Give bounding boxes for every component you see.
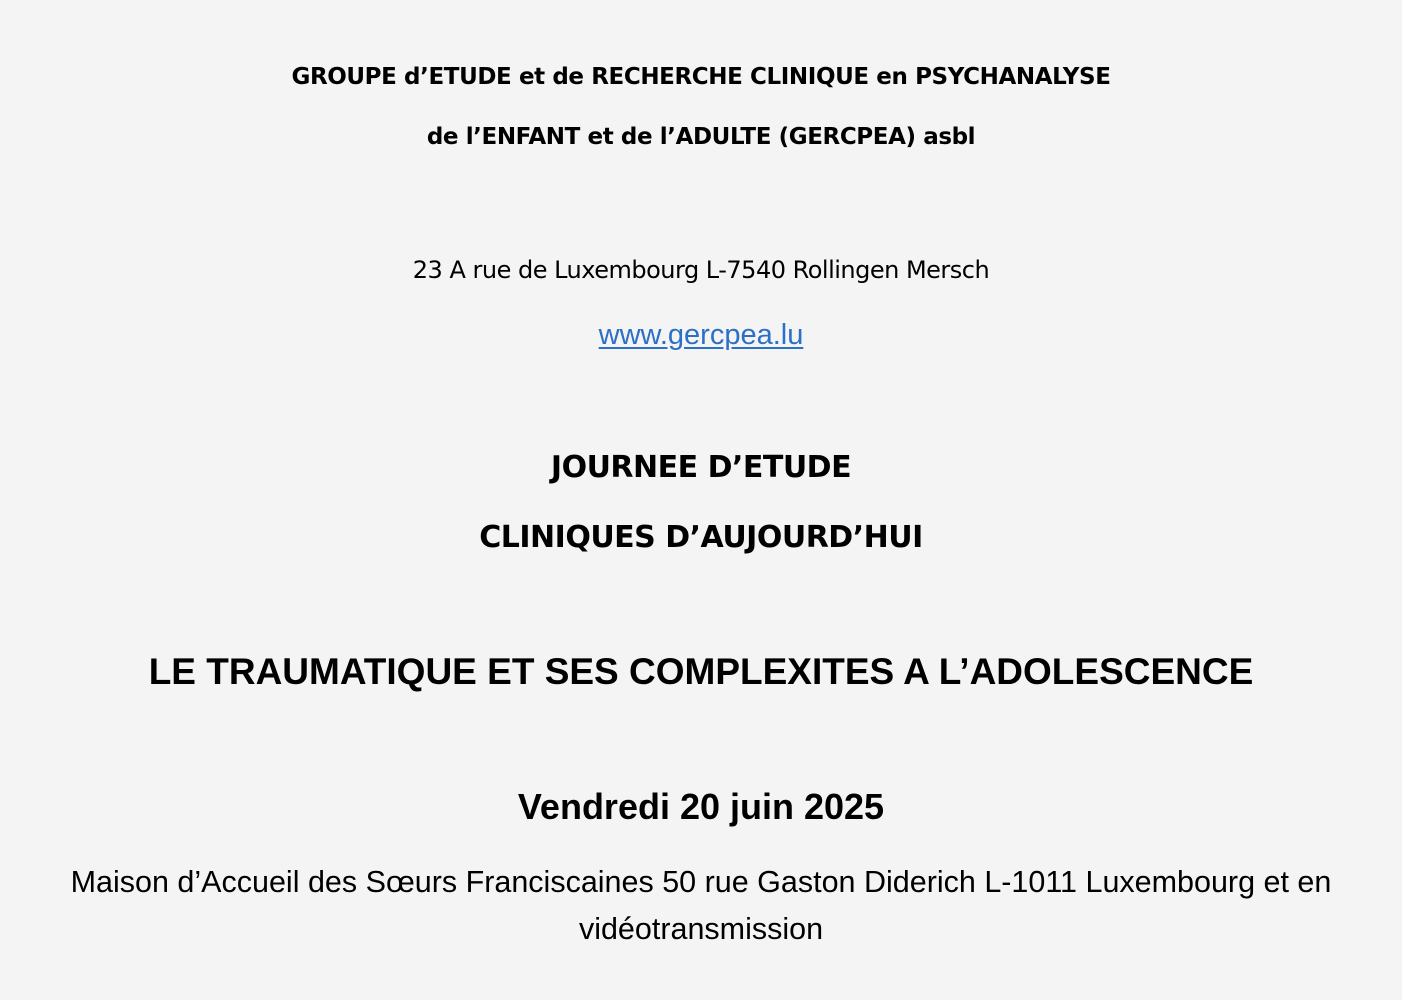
website-line — [0, 318, 1402, 353]
organization-name-line-2: de l’ENFANT et de l’ADULTE (GERCPEA) asbl — [426, 124, 976, 150]
organization-name-line-1: GROUPE d’ETUDE et de RECHERCHE CLINIQUE en PSYCHANALYSE — [291, 64, 1111, 90]
event-type-heading: JOURNEE D’ETUDE — [550, 450, 852, 485]
event-title: LE TRAUMATIQUE ET SES COMPLEXITES A L’ADOLESCENCE — [148, 651, 1254, 692]
website-link[interactable]: www.gercpea.lu — [598, 319, 804, 351]
event-series-heading: CLINIQUES D’AUJOURD’HUI — [479, 520, 923, 555]
event-date: Vendredi 20 juin 2025 — [517, 786, 885, 827]
event-venue: Maison d’Accueil des Sœurs Franciscaines 50 rue Gaston Diderich L-1011 Luxembourg et en vidéotransmission — [70, 865, 1332, 947]
organization-address: 23 A rue de Luxembourg L-7540 Rollingen Mersch — [412, 256, 990, 284]
